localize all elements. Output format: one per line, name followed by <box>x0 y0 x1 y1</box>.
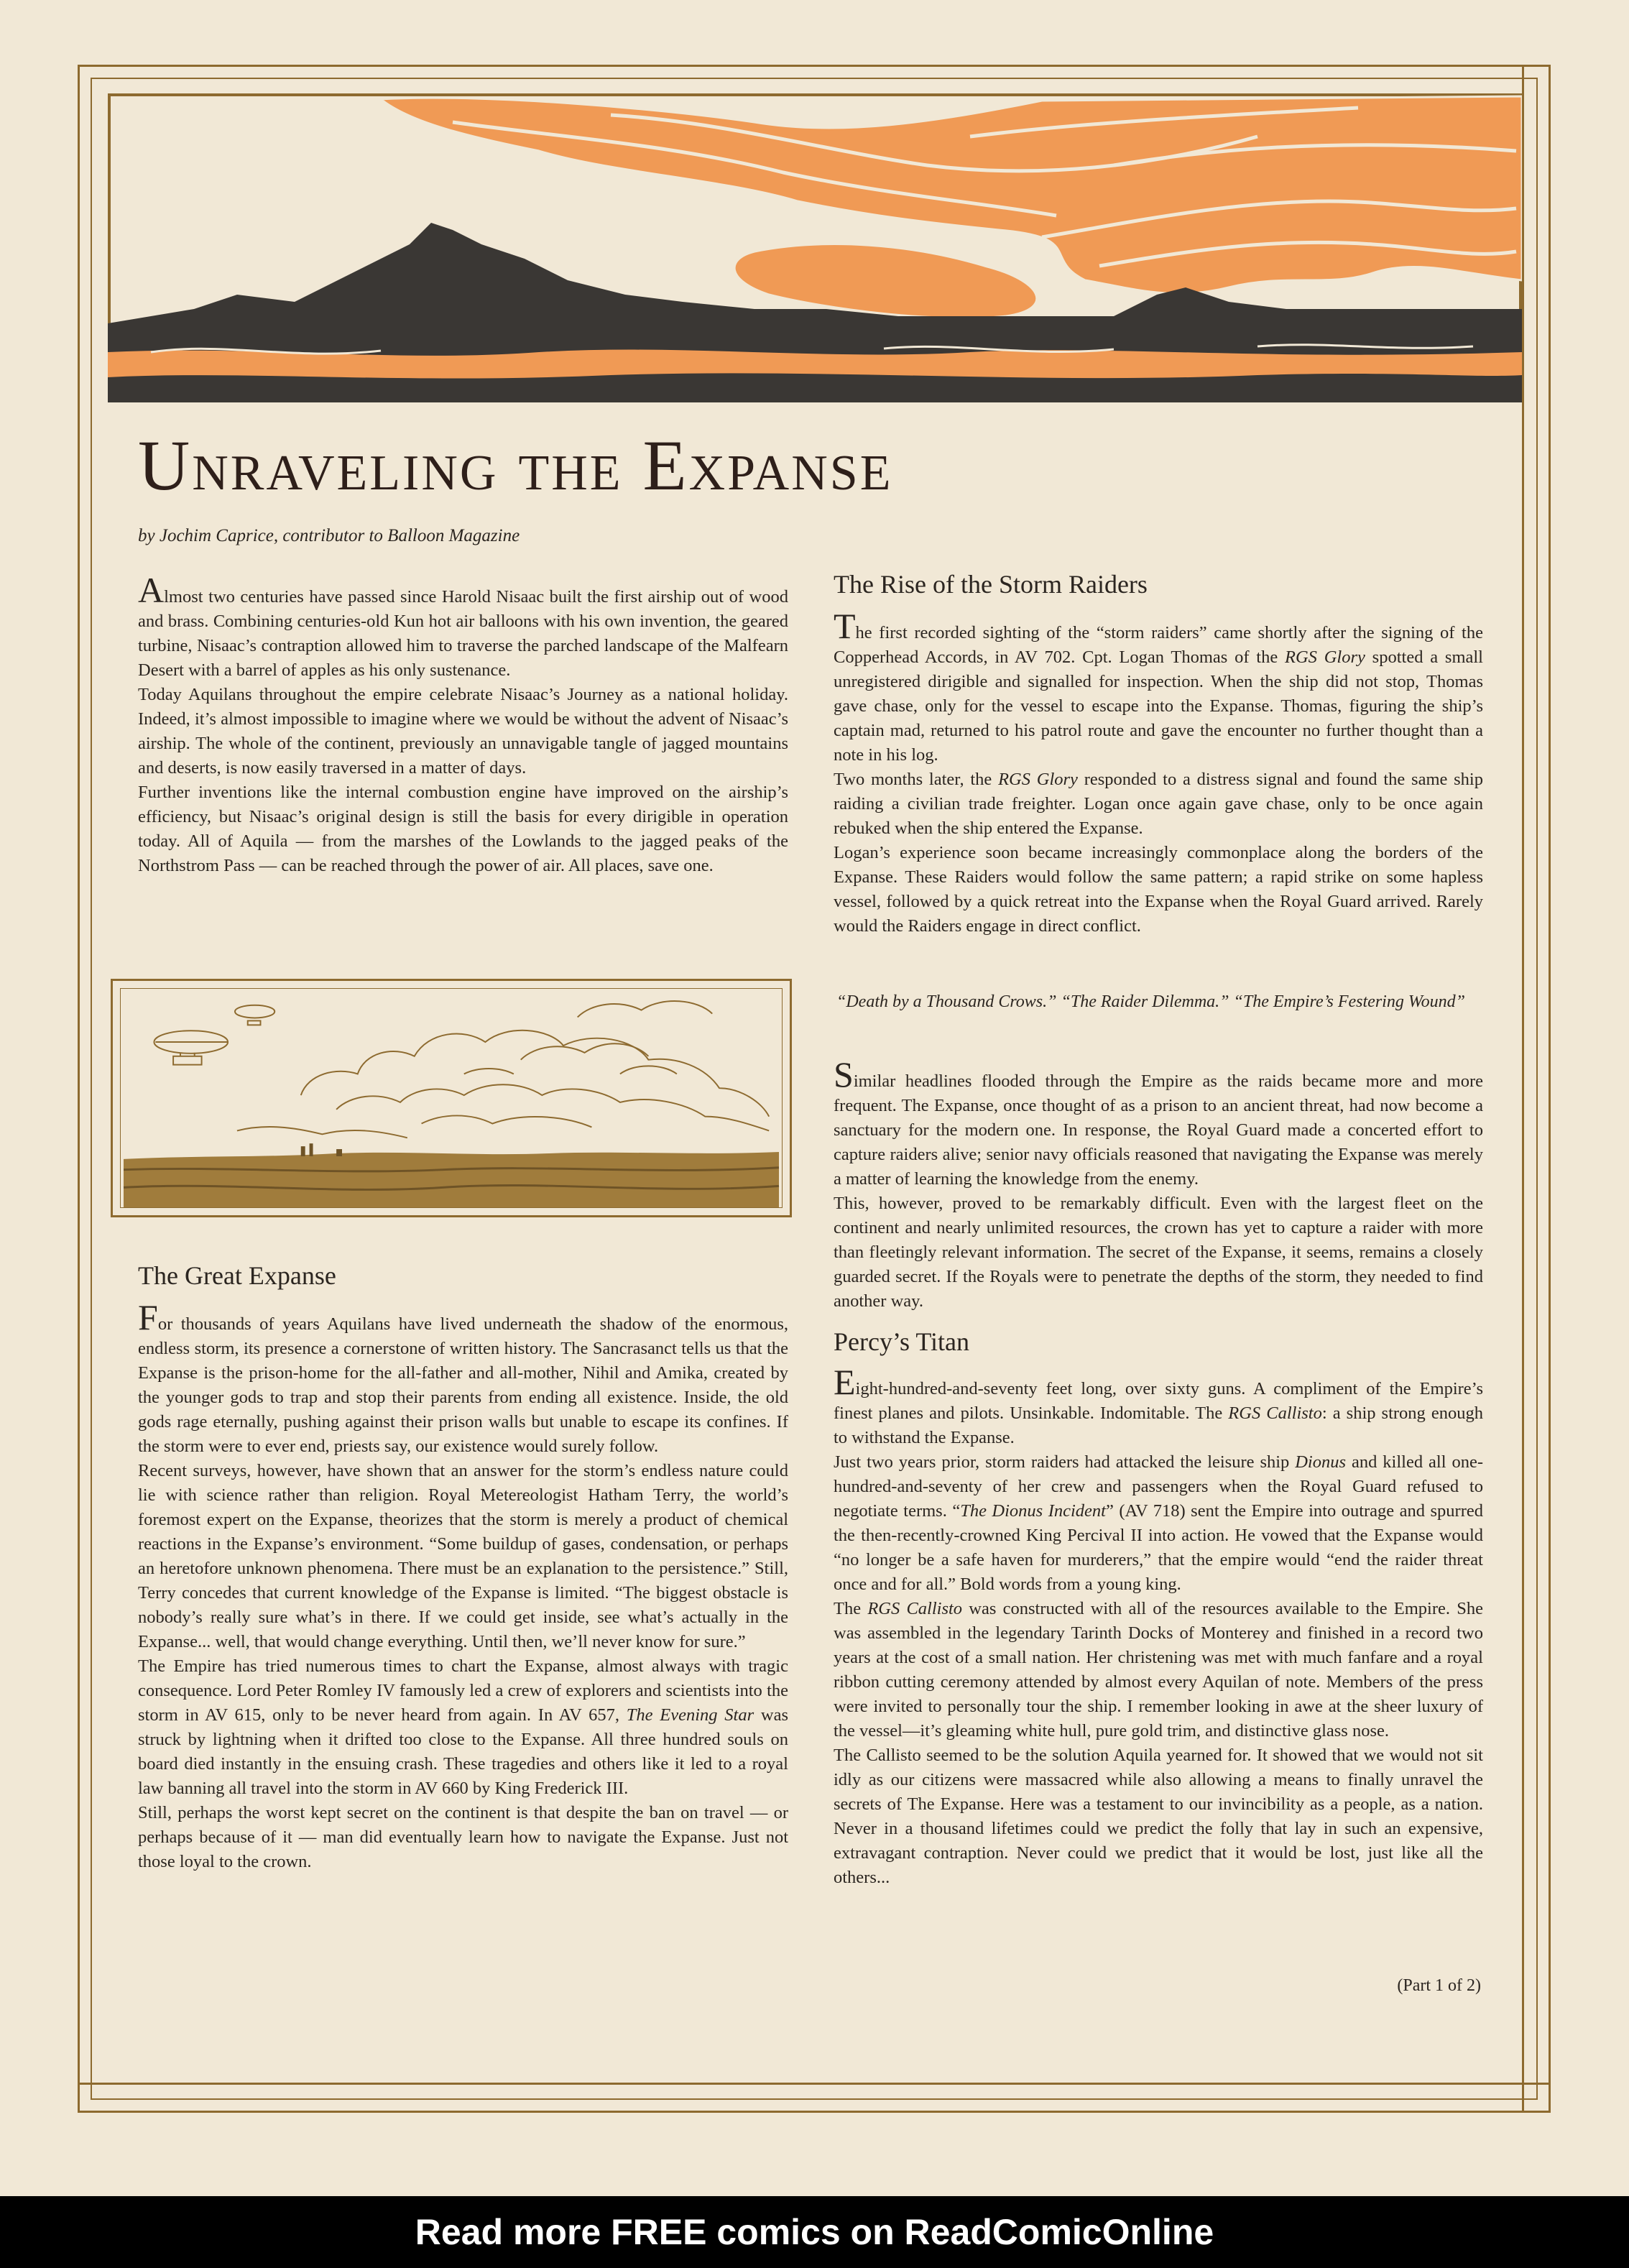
banner-illustration <box>108 93 1522 402</box>
paragraph: Further inventions like the internal combustion engine have improved on the airship’s efficiency, but Nisaac’s original design is still the basis for every dirigible in operation today. All of Aquila — from the marshes of the Lowlands to the jagged peaks of the Northstrom Pass — can be reached through the power of air. All places, save one. <box>138 783 788 875</box>
drop-cap: S <box>834 1054 854 1094</box>
byline: by Jochim Caprice, contributor to Balloon Magazine <box>138 526 520 545</box>
footer-link[interactable]: Read more FREE comics on ReadComicOnline <box>415 2212 1214 2252</box>
airship-illustration <box>120 988 783 1208</box>
paragraph <box>834 767 1483 841</box>
incident-name: The Dionus Incident <box>960 1501 1106 1521</box>
paragraph-text: Two months later, the <box>834 770 999 789</box>
paragraph-text: : a ship strong enough to withstand the Expanse. <box>834 1403 1483 1447</box>
paragraph <box>834 606 1483 767</box>
ship-name: RGS Callisto <box>867 1599 963 1618</box>
section-heading-storm-raiders: The Rise of the Storm Raiders <box>834 570 1148 599</box>
right-column-raiders-cont <box>834 1054 1483 1890</box>
part-label: (Part 1 of 2) <box>1397 1976 1481 1995</box>
paragraph: Logan’s experience soon became increasingly commonplace along the borders of the Expanse. These Raiders would follow the same pattern; a rapid strike on some hapless vessel, followed by a quick retreat into the Expanse when the Royal Guard arrived. Rarely would the Raiders engage in direct conflict. <box>834 843 1483 936</box>
paragraph <box>138 1297 788 1459</box>
paragraph-text: was constructed with all of the resources available to the Empire. She was assembled in the legendary Tarinth Docks of Monterey and finished in a record two years at the cost of a small nation. Her christening was met with much fanfare and a royal ribbon cutting ceremony attended by almost every Aquilan of note. Members of the press were invited to personally tour the ship. I remember looking in awe at the sheer luxury of the vessel—it’s gleaming white hull, pure gold trim, and distinctive glass nose. <box>834 1599 1483 1741</box>
section-heading-percys-titan: Percy’s Titan <box>834 1327 970 1356</box>
footer-banner[interactable] <box>0 2196 1629 2268</box>
paragraph: Still, perhaps the worst kept secret on the continent is that despite the ban on travel — or perhaps because of it — man did eventually learn how to navigate the Expanse. Just not those loyal to the crown. <box>138 1803 788 1871</box>
right-column-storm-raiders <box>834 572 1483 939</box>
drop-cap: A <box>138 570 165 610</box>
paragraph-text: The Empire has tried numerous times to chart the Expanse, almost always with tragic consequence. Lord Peter Romley IV famously led a crew of explorers and scientists into the storm in AV 615, only to be never heard from again. In AV 657, <box>138 1656 788 1725</box>
drop-cap: E <box>834 1362 856 1402</box>
paragraph-text: Just two years prior, storm raiders had attacked the leisure ship <box>834 1452 1296 1472</box>
paragraph-text: lmost two centuries have passed since Harold Nisaac built the first airship out of wood and brass. Combining centuries-old Kun hot air balloons with his own invention, the geared turbine, Nisaac’s contraption allowed him to traverse the parched landscape of the Malfearn Desert with a barrel of apples as his only sustenance. <box>138 587 788 680</box>
section-heading-great-expanse: The Great Expanse <box>138 1261 336 1290</box>
paragraph: The Callisto seemed to be the solution Aquila yearned for. It showed that we would not sit idly as our citizens were massacred while also allowing a means to finally unravel the secrets of The Expanse. Here was a testament to our invincibility as a people, as a nation. Never in a thousand lifetimes could we predict the folly that lay in such an expensive, extravagant contraption. Never could we predict that it would be lost, just like all the others... <box>834 1746 1483 1887</box>
frame-rule <box>1522 65 1524 2113</box>
paragraph-text: The <box>834 1599 868 1618</box>
paragraph-text: responded to a distress signal and found the same ship raiding a civilian trade freighter. Logan once again gave chase, only to be once again rebuked when the ship entered the Expanse. <box>834 770 1483 838</box>
paragraph <box>834 1597 1483 1743</box>
airship-illustration-frame <box>111 979 792 1217</box>
paragraph-text: ” (AV 718) sent the Empire into outrage and spurred the then-recently-crowned King Percival II into action. He vowed that the Expanse would “no longer be a safe haven for murderers,” that the empire would “end the raider threat once and for all.” Bold words from a young king. <box>834 1501 1483 1594</box>
paragraph-text: or thousands of years Aquilans have lived underneath the shadow of the enormous, endless storm, its presence a cornerstone of written history. The Sancrasanct tells us that the Expanse is the prison-home for the all-father and all-mother, Nihil and Amika, created by the younger gods to trap and stop their parents from ending all existence. Inside, the old gods rage eternally, pushing against their prison walls but unable to escape its confines. If the storm were to ever end, priests say, our existence would surely follow. <box>138 1314 788 1456</box>
article-title: Unraveling the Expanse <box>138 425 893 505</box>
cloudscape-illustration <box>121 989 782 1207</box>
intro-paragraph <box>138 570 788 683</box>
paragraph-text: he first recorded sighting of the “storm raiders” came shortly after the signing of the Copperhead Accords, in AV 702. Cpt. Logan Thomas of the <box>834 623 1483 667</box>
ship-name: RGS Glory <box>998 770 1078 789</box>
ship-name: RGS Glory <box>1285 647 1365 667</box>
paragraph <box>138 1654 788 1801</box>
ship-name: The Evening Star <box>626 1705 754 1725</box>
paragraph-text: was struck by lightning when it drifted too close to the Expanse. All three hundred souls on board died instantly in the ensuing crash. These tragedies and others like it led to a royal law banning all travel into the storm in AV 660 by King Frederick III. <box>138 1705 788 1798</box>
drop-cap: F <box>138 1297 158 1337</box>
paragraph-text: spotted a small unregistered dirigible and signalled for inspection. When the ship did not stop, Thomas gave chase, only for the vessel to escape into the Expanse. Thomas, figuring the ship’s captain mad, returned to his patrol route and gave the encounter no further thought than a note in his log. <box>834 647 1483 765</box>
paragraph: Recent surveys, however, have shown that an answer for the storm’s endless nature could lie with science rather than religion. Royal Metereologist Hatham Terry, the world’s foremost expert on the Expanse, theorizes that the storm is merely a product of chemical reactions in the Expanse’s environment. “Some buildup of gases, condensation, or perhaps an heretofore unknown phenomena. There must be an explanation to the persistence.” Still, Terry concedes that current knowledge of the Expanse is limited. “The biggest obstacle is nobody’s really sure what’s in there. If we could get inside, see what’s actually in the Expanse... well, that would change everything. Until then, we’ll never know for sure.” <box>138 1461 788 1651</box>
paragraph-text: and killed all one-hundred-and-seventy of her crew and passengers when the Royal Guard refused to negotiate terms. “ <box>834 1452 1483 1521</box>
paragraph <box>834 1450 1483 1597</box>
paragraph: This, however, proved to be remarkably difficult. Even with the largest fleet on the continent and nearly unlimited resources, the crown has yet to capture a raider with more than fleetingly relevant information. The secret of the Expanse, it seems, remains a closely guarded secret. If the Royals were to penetrate the depths of the storm, they needed to find another way. <box>834 1194 1483 1311</box>
left-column-great-expanse <box>138 1263 788 1874</box>
paragraph-text: imilar headlines flooded through the Empire as the raids became more and more frequent. The Expanse, once thought of as a prison to an ancient threat, had now become a sanctuary for the modern one. In response, the Royal Guard made a concerted effort to capture raiders alive; senior navy officials reasoned that navigating the Expanse was merely a matter of learning the knowledge from the enemy. <box>834 1071 1483 1189</box>
paragraph <box>834 1362 1483 1450</box>
drop-cap: T <box>834 606 856 646</box>
paragraph-text: ight-hundred-and-seventy feet long, over sixty guns. A compliment of the Empire’s finest planes and pilots. Unsinkable. Indomitable. The <box>834 1379 1483 1423</box>
ship-name: Dionus <box>1295 1452 1347 1472</box>
frame-rule <box>78 2083 1551 2085</box>
paragraph: Today Aquilans throughout the empire celebrate Nisaac’s Journey as a national holiday. Indeed, it’s almost impossible to imagine where we would be without the advent of Nisaac’s airship. The whole of the continent, previously an unnavigable tangle of jagged mountains and deserts, is now easily traversed in a matter of days. <box>138 685 788 778</box>
paragraph <box>834 1054 1483 1191</box>
left-column-intro <box>138 570 788 878</box>
ship-name: RGS Callisto <box>1228 1403 1322 1423</box>
headline-quotes: “Death by a Thousand Crows.” “The Raider Dilemma.” “The Empire’s Festering Wound” <box>836 992 1465 1011</box>
